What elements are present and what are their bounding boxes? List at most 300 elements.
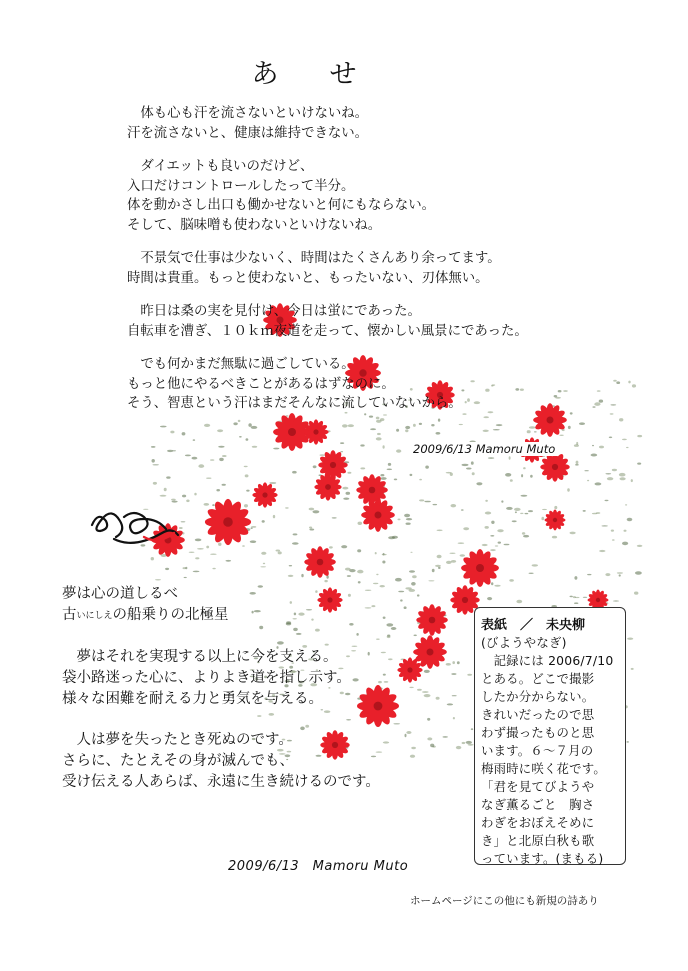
foliage-speck xyxy=(515,511,517,513)
foliage-speck xyxy=(347,472,351,474)
foliage-speck xyxy=(193,439,196,441)
foliage-speck xyxy=(218,446,224,448)
foliage-speck xyxy=(522,532,525,535)
foliage-speck xyxy=(218,543,221,546)
foliage-speck xyxy=(436,432,441,435)
foliage-speck xyxy=(165,568,169,570)
foliage-speck xyxy=(487,597,492,600)
foliage-speck xyxy=(605,500,609,501)
foliage-speck xyxy=(573,596,576,598)
foliage-speck xyxy=(289,565,292,566)
foliage-speck xyxy=(246,490,249,492)
cover-note-line: 記録には 2006/7/10 xyxy=(481,653,614,668)
foliage-speck xyxy=(245,474,249,477)
foliage-speck xyxy=(627,518,633,521)
foliage-speck xyxy=(525,513,529,514)
foliage-speck xyxy=(446,472,452,474)
homepage-note: ホームページにこの他にも新規の詩あり xyxy=(410,895,599,907)
foliage-speck xyxy=(529,573,534,574)
foliage-speck xyxy=(587,574,591,575)
foliage-speck xyxy=(388,536,395,539)
foliage-speck xyxy=(597,390,601,392)
foliage-speck xyxy=(634,592,638,595)
foliage-speck xyxy=(250,540,256,543)
foliage-speck xyxy=(624,530,627,532)
foliage-speck xyxy=(485,512,491,515)
foliage-speck xyxy=(424,501,431,503)
foliage-speck xyxy=(278,551,282,554)
foliage-speck xyxy=(194,493,196,496)
foliage-speck xyxy=(380,474,384,476)
foliage-speck xyxy=(409,570,415,573)
foliage-speck xyxy=(377,433,381,435)
essay-paragraph xyxy=(127,355,567,414)
cover-note-line: したか分からない。 xyxy=(481,689,595,704)
foliage-speck xyxy=(292,471,297,474)
foliage-speck xyxy=(605,473,611,474)
foliage-speck xyxy=(521,474,523,477)
foliage-speck xyxy=(262,520,265,523)
foliage-speck xyxy=(382,554,387,555)
foliage-speck xyxy=(583,510,586,512)
foliage-speck xyxy=(212,568,215,570)
foliage-speck xyxy=(462,464,469,466)
foliage-speck xyxy=(437,530,443,532)
foliage-speck xyxy=(488,457,494,459)
foliage-speck xyxy=(501,500,503,502)
foliage-speck xyxy=(620,477,626,480)
foliage-speck xyxy=(451,560,456,563)
foliage-speck xyxy=(628,381,630,384)
foliage-speck xyxy=(309,529,314,531)
foliage-speck xyxy=(498,542,501,544)
foliage-speck xyxy=(244,504,248,507)
foliage-speck xyxy=(611,530,614,532)
foliage-speck xyxy=(182,432,186,435)
foliage-speck xyxy=(425,466,429,469)
foliage-speck xyxy=(340,442,344,444)
poem-line: 夢は心の道しるべ xyxy=(62,586,178,602)
foliage-speck xyxy=(625,504,627,505)
foliage-speck xyxy=(610,404,616,405)
essay-line: もっと他にやるべきことがあるはずなのに。 xyxy=(127,376,395,392)
foliage-speck xyxy=(607,477,613,480)
foliage-speck xyxy=(554,506,557,509)
foliage-speck xyxy=(509,579,514,582)
poem-line xyxy=(62,605,462,627)
foliage-speck xyxy=(592,406,595,408)
cover-note-line: っています。(まもる) xyxy=(481,851,604,866)
foliage-speck xyxy=(570,596,573,598)
foliage-speck xyxy=(341,545,347,548)
foliage-speck xyxy=(309,527,312,529)
foliage-speck xyxy=(504,544,510,546)
foliage-speck xyxy=(587,480,589,482)
essay-line: 不景気で仕事は少ないく、時間はたくさんあり余ってます。 xyxy=(127,251,501,266)
foliage-speck xyxy=(222,455,227,457)
foliage-speck xyxy=(527,430,531,433)
foliage-speck xyxy=(534,431,537,432)
foliage-speck xyxy=(509,456,511,459)
foliage-speck xyxy=(329,546,333,548)
foliage-speck xyxy=(332,517,337,518)
foliage-speck xyxy=(357,549,361,552)
foliage-speck xyxy=(520,513,523,514)
flower xyxy=(304,546,336,578)
foliage-speck xyxy=(506,507,513,510)
poem-word: の船乗りの北極星 xyxy=(112,607,229,623)
foliage-speck xyxy=(360,467,365,469)
foliage-speck xyxy=(239,436,242,438)
foliage-speck xyxy=(619,574,621,576)
foliage-speck xyxy=(405,429,408,432)
foliage-speck xyxy=(601,525,608,526)
foliage-speck xyxy=(635,571,642,574)
foliage-speck xyxy=(552,536,557,539)
foliage-speck xyxy=(357,570,363,574)
foliage-speck xyxy=(260,566,266,567)
poem-signature: 2009/6/13 Mamoru Muto xyxy=(228,859,409,874)
foliage-speck xyxy=(210,554,217,555)
foliage-speck xyxy=(592,445,594,446)
foliage-speck xyxy=(244,466,248,467)
foliage-speck xyxy=(619,473,626,477)
foliage-speck xyxy=(210,459,214,461)
foliage-speck xyxy=(574,444,579,447)
foliage-speck xyxy=(523,467,526,469)
foliage-speck xyxy=(626,741,629,743)
foliage-speck xyxy=(370,428,376,430)
foliage-speck xyxy=(514,508,521,511)
essay-line: ダイエットも良いのだけど、 xyxy=(127,159,314,174)
foliage-speck xyxy=(212,504,215,506)
foliage-speck xyxy=(505,473,511,477)
cover-note-heading: 表紙 ／ 未央柳 xyxy=(481,618,586,633)
poem-line: 夢はそれを実現する以上に今を支える。 xyxy=(62,649,338,665)
foliage-speck xyxy=(592,513,597,515)
foliage-speck xyxy=(591,454,598,457)
foliage-speck xyxy=(617,572,623,574)
foliage-speck xyxy=(410,474,413,476)
foliage-speck xyxy=(497,529,503,532)
foliage-speck xyxy=(396,429,399,432)
foliage-speck xyxy=(406,523,411,525)
foliage-speck xyxy=(246,438,249,441)
foliage-speck xyxy=(398,519,401,521)
foliage-speck xyxy=(419,479,422,481)
essay-line: でも何かまだ無駄に過ごしている。 xyxy=(127,357,355,372)
foliage-speck xyxy=(383,445,385,448)
foliage-speck xyxy=(419,499,424,501)
foliage-speck xyxy=(460,554,465,556)
foliage-speck xyxy=(263,563,265,564)
foliage-speck xyxy=(463,527,469,530)
flower xyxy=(252,482,277,507)
foliage-speck xyxy=(490,549,496,551)
foliage-speck xyxy=(293,533,298,535)
poem-text xyxy=(62,584,462,793)
essay-line: 体を動かさし出口も働かせないと何にもならない。 xyxy=(127,198,435,213)
foliage-speck xyxy=(510,479,513,482)
foliage-speck xyxy=(494,585,500,587)
foliage-speck xyxy=(612,539,615,541)
foliage-speck xyxy=(599,550,605,552)
foliage-speck xyxy=(437,555,442,559)
foliage-speck xyxy=(583,597,587,598)
foliage-speck xyxy=(432,569,435,572)
foliage-speck xyxy=(206,478,211,479)
flower xyxy=(314,473,341,500)
foliage-speck xyxy=(242,545,245,547)
cover-note-line: わぎをおぼえそめに xyxy=(481,815,595,830)
handwritten-signature xyxy=(84,495,194,555)
foliage-speck xyxy=(595,482,602,485)
foliage-speck xyxy=(288,575,294,577)
foliage-speck xyxy=(326,575,328,578)
foliage-speck xyxy=(151,557,154,560)
foliage-speck xyxy=(613,380,617,382)
foliage-speck xyxy=(388,463,391,466)
foliage-speck xyxy=(599,400,603,403)
foliage-speck xyxy=(466,741,472,744)
foliage-speck xyxy=(217,429,223,432)
foliage-speck xyxy=(376,574,378,575)
foliage-speck xyxy=(320,454,326,456)
cover-note-line: とある。どこで撮影 xyxy=(481,671,595,686)
cover-note-line: き」と北原白秋も歌 xyxy=(481,833,595,848)
foliage-speck xyxy=(559,435,563,436)
foliage-speck xyxy=(261,552,266,555)
essay-line: 汗を流さないと、健康は維持できない。 xyxy=(127,125,369,141)
foliage-speck xyxy=(521,495,528,497)
essay-line: 時間は貴重。もっと使わないと、もったいない、刃体無い。 xyxy=(127,270,489,286)
poem-line: 様々な困難を耐える力と勇気を与える。 xyxy=(62,691,323,707)
foliage-speck xyxy=(471,461,474,464)
foliage-speck xyxy=(252,446,257,448)
foliage-speck xyxy=(396,449,401,452)
foliage-speck xyxy=(276,550,281,552)
foliage-speck xyxy=(347,575,351,577)
foliage-speck xyxy=(528,510,533,512)
foliage-speck xyxy=(346,492,351,495)
foliage-speck xyxy=(183,567,187,569)
foliage-speck xyxy=(195,557,199,559)
foliage-speck xyxy=(599,446,604,449)
foliage-speck xyxy=(153,482,157,485)
foliage-speck xyxy=(216,489,220,491)
foliage-speck xyxy=(449,553,455,554)
foliage-speck xyxy=(622,542,628,546)
foliage-speck xyxy=(483,430,489,432)
foliage-speck xyxy=(342,487,348,490)
page-title: あ せ xyxy=(251,59,369,90)
foliage-speck xyxy=(375,552,377,554)
foliage-speck xyxy=(395,578,402,582)
essay-signature: 2009/6/13 Mamoru Muto xyxy=(410,442,558,456)
foliage-speck xyxy=(273,448,279,450)
foliage-speck xyxy=(542,509,547,510)
foliage-speck xyxy=(166,476,170,478)
essay-line: 昨日は桑の実を見付け、今日は蛍にであった。 xyxy=(127,304,421,319)
flower xyxy=(540,452,569,481)
foliage-speck xyxy=(451,504,457,507)
foliage-speck xyxy=(491,521,494,524)
essay-paragraph xyxy=(127,104,567,143)
foliage-speck xyxy=(541,517,544,521)
foliage-speck xyxy=(612,469,617,471)
foliage-speck xyxy=(613,600,619,601)
foliage-speck xyxy=(576,461,579,465)
foliage-speck xyxy=(467,674,472,676)
foliage-speck xyxy=(433,504,438,505)
foliage-speck xyxy=(204,503,210,506)
foliage-speck xyxy=(472,472,475,475)
foliage-speck xyxy=(622,439,627,441)
foliage-speck xyxy=(594,402,600,406)
foliage-speck xyxy=(490,535,494,537)
poem-ruby: いにしえ xyxy=(76,611,113,621)
foliage-speck xyxy=(309,508,315,511)
foliage-speck xyxy=(532,564,538,566)
foliage-speck xyxy=(412,575,417,578)
foliage-speck xyxy=(349,569,355,572)
poem-word: 古 xyxy=(62,607,77,623)
foliage-speck xyxy=(458,542,465,544)
essay-line: 入口だけコントロールしたって半分。 xyxy=(127,178,355,194)
foliage-speck xyxy=(269,482,276,484)
foliage-speck xyxy=(313,465,317,468)
foliage-speck xyxy=(358,522,363,525)
foliage-speck xyxy=(410,552,412,553)
foliage-speck xyxy=(152,459,155,463)
foliage-speck xyxy=(491,582,493,585)
foliage-speck xyxy=(446,561,452,564)
foliage-speck xyxy=(170,431,174,434)
foliage-speck xyxy=(631,668,634,670)
cover-note-line: 「君を見てびようや xyxy=(481,779,595,794)
cover-note-line: わず撮ったものと思 xyxy=(481,725,595,740)
foliage-speck xyxy=(381,477,387,480)
foliage-speck xyxy=(485,500,488,502)
foliage-speck xyxy=(570,532,576,535)
foliage-speck xyxy=(382,561,385,564)
foliage-speck xyxy=(387,469,392,471)
foliage-speck xyxy=(226,560,232,562)
foliage-speck xyxy=(637,435,642,437)
foliage-speck xyxy=(619,418,623,421)
foliage-speck xyxy=(152,464,159,465)
foliage-speck xyxy=(376,437,382,440)
foliage-speck xyxy=(435,565,441,567)
foliage-speck xyxy=(466,468,472,470)
foliage-speck xyxy=(197,548,204,550)
foliage-speck xyxy=(185,455,191,457)
cover-note-line: (びようやなぎ) xyxy=(481,635,567,650)
foliage-speck xyxy=(626,447,629,448)
foliage-speck xyxy=(301,574,303,577)
foliage-speck xyxy=(631,479,633,482)
foliage-speck xyxy=(198,464,204,468)
foliage-speck xyxy=(516,600,522,604)
poem-line: 人は夢を失ったとき死ぬのです。 xyxy=(62,732,293,748)
foliage-speck xyxy=(324,580,327,582)
foliage-speck xyxy=(584,470,588,471)
foliage-speck xyxy=(406,518,412,520)
foliage-speck xyxy=(575,464,579,466)
poem-line: 受け伝える人あらば、永遠に生き続けるのです。 xyxy=(62,774,380,790)
foliage-speck xyxy=(579,422,585,425)
foliage-speck xyxy=(428,580,434,581)
foliage-speck xyxy=(151,446,156,448)
foliage-speck xyxy=(192,457,198,460)
foliage-speck xyxy=(468,744,474,746)
foliage-speck xyxy=(530,475,533,478)
foliage-speck xyxy=(476,482,482,485)
foliage-speck xyxy=(495,545,498,546)
foliage-speck xyxy=(471,728,473,730)
foliage-speck xyxy=(616,381,620,384)
foliage-speck xyxy=(340,451,343,452)
foliage-speck xyxy=(632,384,636,387)
foliage-speck xyxy=(461,509,464,511)
foliage-speck xyxy=(627,638,633,640)
foliage-speck xyxy=(493,429,500,430)
foliage-speck xyxy=(155,579,161,580)
essay-text xyxy=(127,104,567,428)
foliage-speck xyxy=(609,437,612,439)
foliage-speck xyxy=(219,458,224,461)
foliage-speck xyxy=(195,539,202,542)
cover-note-box xyxy=(474,607,626,865)
foliage-speck xyxy=(523,535,529,538)
poem-line: さらに、たとえその身が滅んでも、 xyxy=(62,753,294,769)
foliage-speck xyxy=(285,507,289,508)
cover-note-line: います。６～７月の xyxy=(481,743,594,758)
foliage-speck xyxy=(438,567,441,569)
essay-paragraph xyxy=(127,302,567,341)
flower xyxy=(461,549,499,587)
foliage-speck xyxy=(193,571,200,573)
foliage-speck xyxy=(512,520,517,522)
essay-line: そう、智恵という汗はまだそんなに流していないから。 xyxy=(127,396,462,411)
foliage-speck xyxy=(485,526,489,529)
foliage-speck xyxy=(574,576,577,580)
foliage-speck xyxy=(637,545,643,547)
cover-note-line: きれいだったので思 xyxy=(481,707,595,722)
essay-line: 自転車を漕ぎ、１０ｋｍ夜道を走って、懐かしい風景にであった。 xyxy=(127,323,528,339)
foliage-speck xyxy=(637,463,641,465)
essay-paragraph xyxy=(127,249,567,288)
foliage-speck xyxy=(184,577,187,578)
flower xyxy=(545,510,566,531)
foliage-speck xyxy=(462,742,466,744)
foliage-speck xyxy=(360,444,364,446)
foliage-speck xyxy=(567,488,570,491)
essay-line: 体も心も汗を流さないといけないね。 xyxy=(127,106,369,121)
foliage-speck xyxy=(605,573,610,576)
foliage-speck xyxy=(482,544,488,546)
foliage-speck xyxy=(343,498,349,500)
foliage-speck xyxy=(394,479,397,481)
foliage-speck xyxy=(222,484,226,486)
poem-line: 袋小路迷った心に、よりよき道を指し示す。 xyxy=(62,670,351,686)
foliage-speck xyxy=(206,546,209,549)
foliage-speck xyxy=(292,542,299,545)
foliage-speck xyxy=(313,510,320,513)
foliage-speck xyxy=(570,412,573,414)
foliage-speck xyxy=(167,450,173,452)
foliage-speck xyxy=(404,514,410,517)
